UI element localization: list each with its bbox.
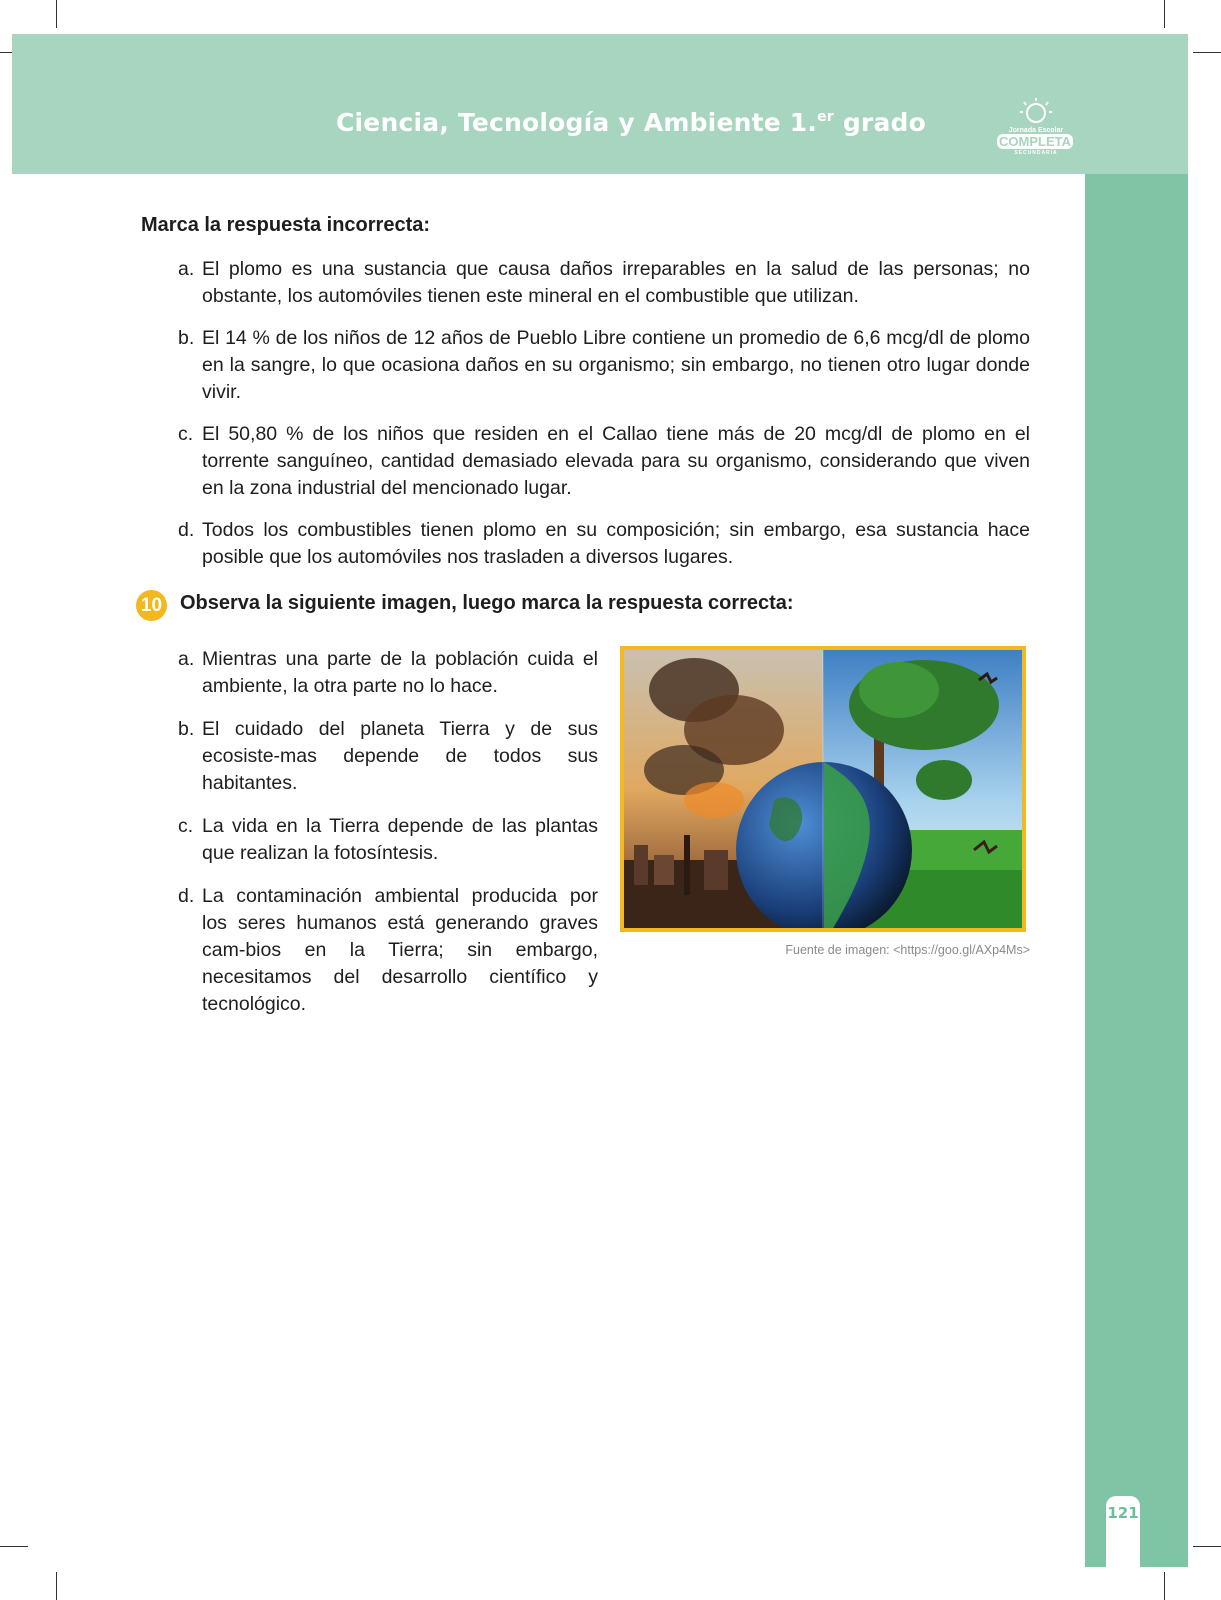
option-b[interactable] xyxy=(178,325,1030,406)
option-c[interactable] xyxy=(178,813,598,867)
sun-icon xyxy=(995,96,1077,130)
logo-line3: SECUNDARIA xyxy=(1014,150,1058,156)
title-end: grado xyxy=(833,108,926,137)
earth-illustration-svg xyxy=(624,650,1022,928)
question-10-options xyxy=(178,646,598,1034)
option-letter: d. xyxy=(178,885,195,907)
option-a[interactable] xyxy=(178,646,598,700)
question-9-instruction: Marca la respuesta incorrecta: xyxy=(141,214,431,236)
title-main: Ciencia, Tecnología y Ambiente 1. xyxy=(335,108,818,137)
option-letter: a. xyxy=(178,648,195,670)
crop-mark xyxy=(1193,52,1221,53)
logo-line2: COMPLETA xyxy=(997,134,1073,149)
crop-mark xyxy=(0,1546,28,1547)
option-letter: d. xyxy=(178,519,195,541)
option-letter: a. xyxy=(178,258,195,280)
option-text: El plomo es una sustancia que causa daños irreparables en la salud de las personas; no obstante, los automóviles tienen este mineral en el combustible que utilizan. xyxy=(202,258,1030,307)
crop-mark xyxy=(1164,0,1165,28)
option-d[interactable] xyxy=(178,517,1030,571)
earth-illustration xyxy=(620,646,1026,932)
option-text: Todos los combustibles tienen plomo en su composición; sin embargo, esa sustancia hace posible que los automóviles nos trasladen a diversos lugares. xyxy=(202,519,1030,568)
option-letter: c. xyxy=(178,423,194,445)
crop-mark xyxy=(56,1572,57,1600)
option-text: Mientras una parte de la población cuida el ambiente, la otra parte no lo hace. xyxy=(202,648,598,697)
option-d[interactable] xyxy=(178,883,598,1018)
title-superscript: er xyxy=(817,109,834,125)
question-number-badge: 10 xyxy=(136,590,167,621)
question-9-options xyxy=(178,256,1030,586)
option-c[interactable] xyxy=(178,421,1030,502)
option-text: El 14 % de los niños de 12 años de Pueblo Libre contiene un promedio de 6,6 mcg/dl de plomo en la sangre, lo que ocasiona daños en su organismo; sin embargo, no tienen otro lugar donde vivir. xyxy=(202,327,1030,403)
option-b[interactable] xyxy=(178,716,598,797)
page-title xyxy=(336,108,926,137)
logo-line1: Jornada Escolar xyxy=(1008,127,1064,134)
crop-mark xyxy=(1164,1572,1165,1600)
option-text: El 50,80 % de los niños que residen en el Callao tiene más de 20 mcg/dl de plomo en el torrente sanguíneo, cantidad demasiado elevada para su organismo, considerando que viven en la zona industrial del mencionado lugar. xyxy=(202,423,1030,499)
option-text: La vida en la Tierra depende de las plantas que realizan la fotosíntesis. xyxy=(202,815,598,864)
image-source: Fuente de imagen: <https://goo.gl/AXp4Ms> xyxy=(785,943,1030,957)
option-text: La contaminación ambiental producida por los seres humanos está generando graves cam-bios en la Tierra; sin embargo, necesitamos del desarrollo científico y tecnológico. xyxy=(202,885,598,1015)
logo xyxy=(995,96,1077,156)
page-number: 121 xyxy=(1106,1496,1140,1567)
option-letter: c. xyxy=(178,815,194,837)
crop-mark xyxy=(1193,1546,1221,1547)
side-band xyxy=(1085,174,1188,1567)
option-a[interactable] xyxy=(178,256,1030,310)
question-10-instruction: Observa la siguiente imagen, luego marca la respuesta correcta: xyxy=(180,592,794,614)
option-letter: b. xyxy=(178,718,195,740)
option-text: El cuidado del planeta Tierra y de sus ecosiste-mas depende de todos sus habitantes. xyxy=(202,718,598,794)
option-letter: b. xyxy=(178,327,195,349)
crop-mark xyxy=(56,0,57,28)
